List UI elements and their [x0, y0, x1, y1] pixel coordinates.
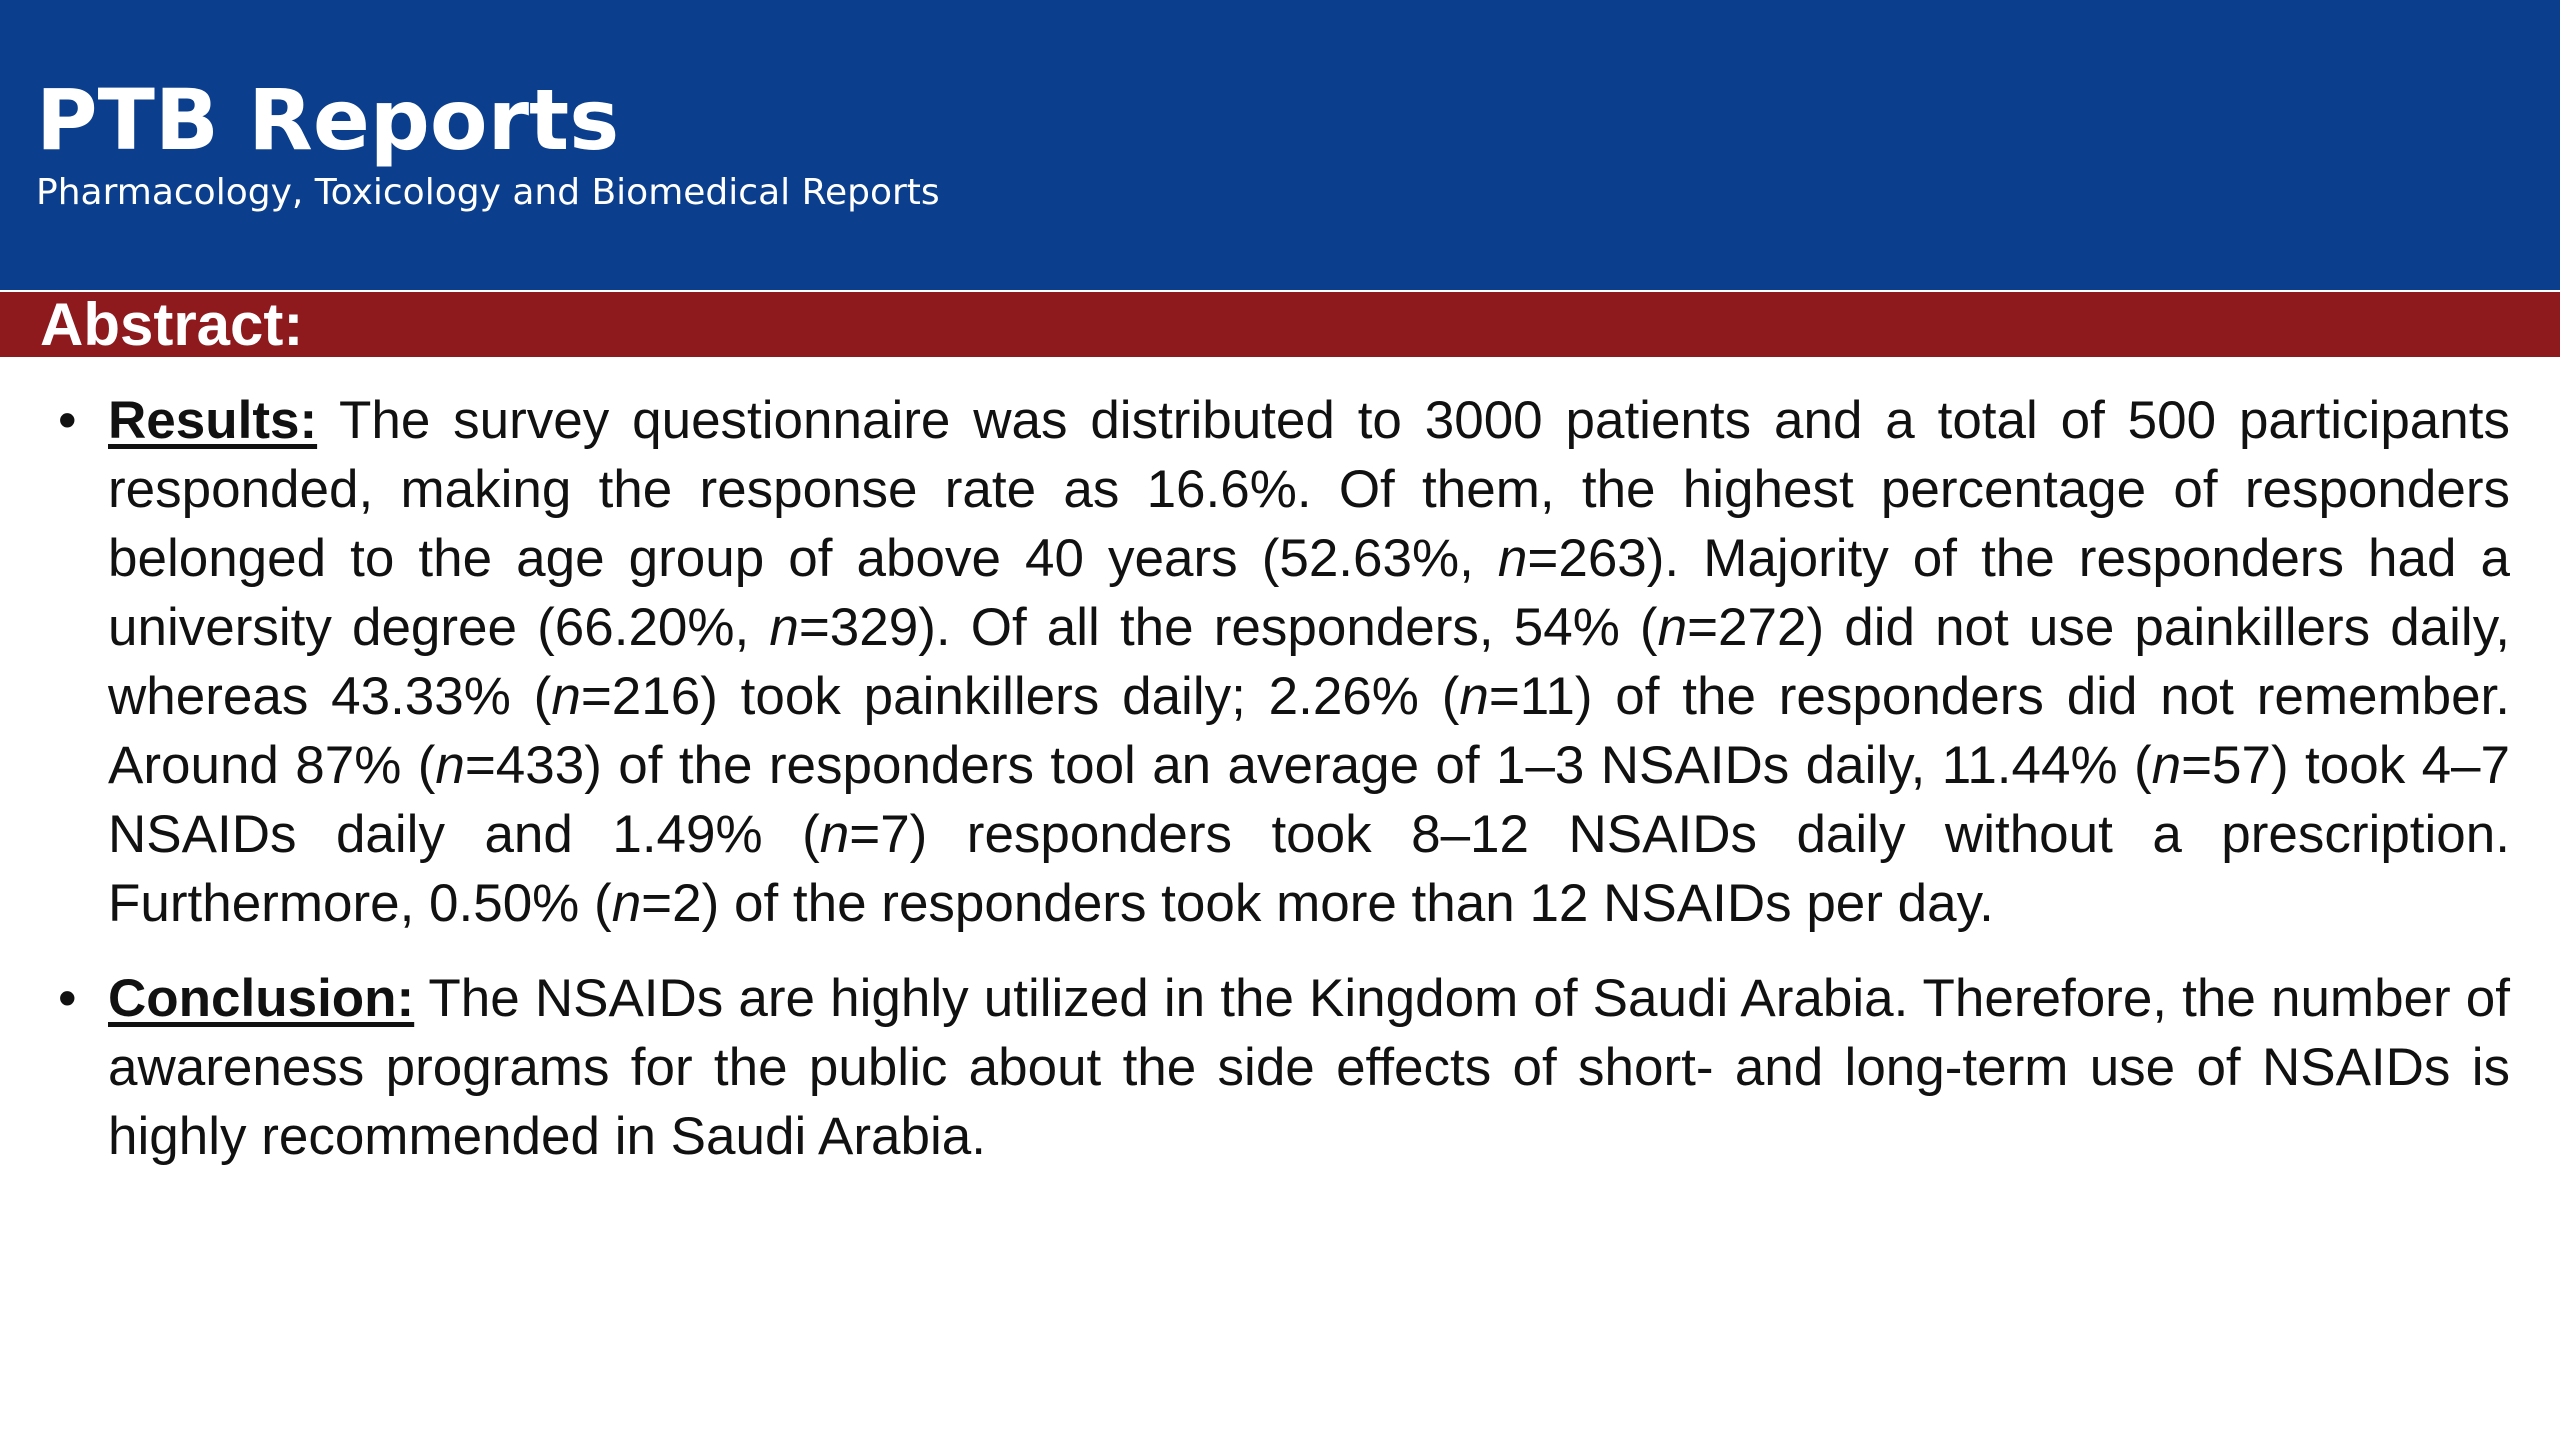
journal-title: PTB Reports — [36, 71, 620, 169]
bullet-dot-icon: • — [58, 391, 77, 450]
bullet-dot-icon: • — [58, 969, 77, 1028]
results-bullet — [50, 386, 2510, 938]
conclusion-label: Conclusion: — [108, 969, 415, 1028]
results-text: The survey questionnaire was distributed to 3000 patients and a total of 500 participants responded, making the response rate as 16.6%. Of them, the highest percentage of responders belonged to the age group of above 40 years (52.63%, n=263). Majority of the responders had a university degree (66.20%, n=329). Of all the responders, 54% (n=272) did not use painkillers daily, whereas 43.33% (n=216) took painkillers daily; 2.26% (n=11) of the responders did not remember. Around 87% (n=433) of the responders tool an average of 1–3 NSAIDs daily, 11.44% (n=57) took 4–7 NSAIDs daily and 1.49% (n=7) responders took 8–12 NSAIDs daily without a prescription. Furthermore, 0.50% (n=2) of the responders took more than 12 NSAIDs per day. — [108, 391, 2511, 933]
conclusion-text: The NSAIDs are highly utilized in the Kingdom of Saudi Arabia. Therefore, the number of awareness programs for the public about the side effects of short- and long-term use of NSAIDs is highly recommended in Saudi Arabia. — [108, 969, 2510, 1166]
results-label: Results: — [108, 391, 318, 450]
conclusion-bullet — [50, 964, 2510, 1171]
abstract-bar — [0, 292, 2560, 357]
journal-header — [0, 0, 2560, 290]
journal-subtitle: Pharmacology, Toxicology and Biomedical Reports — [36, 172, 940, 213]
abstract-body — [50, 386, 2510, 1171]
abstract-heading: Abstract: — [40, 291, 304, 358]
